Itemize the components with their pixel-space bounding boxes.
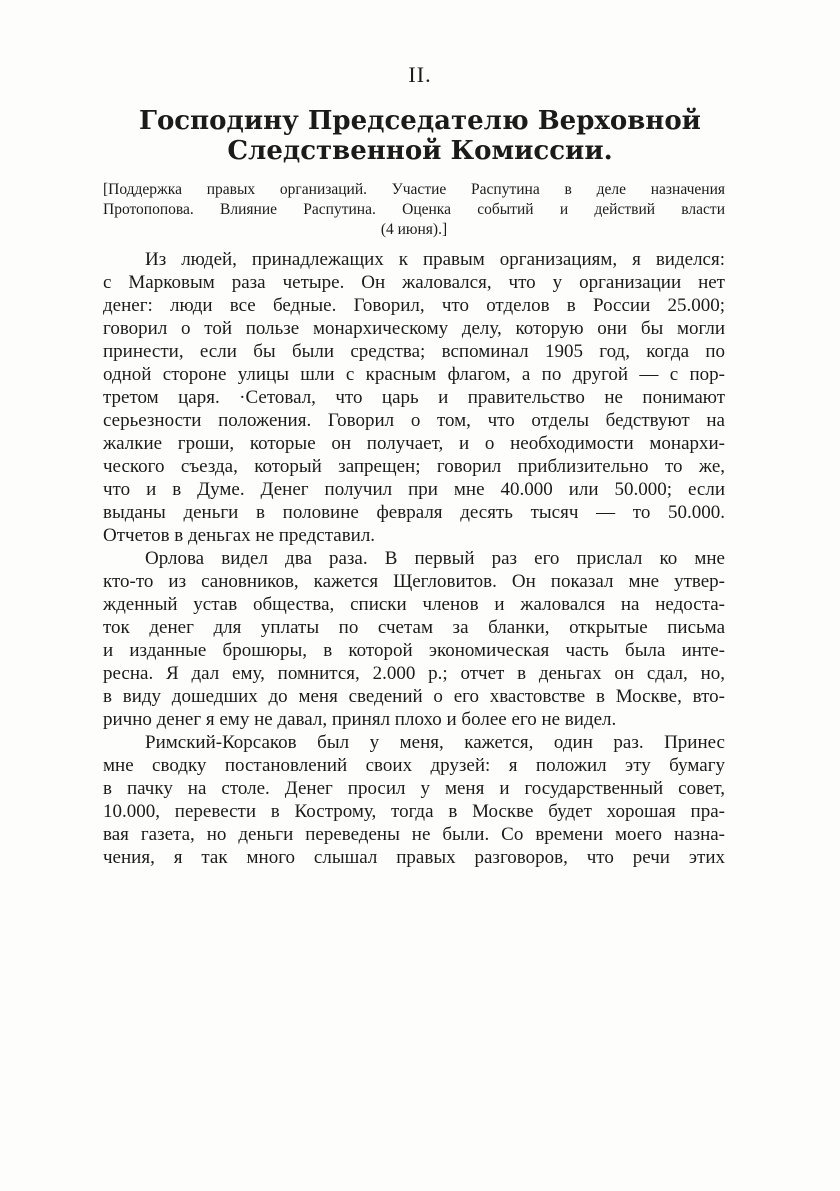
- text-line: в пачку на столе. Денег просил у меня и государственный совет,: [103, 778, 725, 799]
- title-line: Следственной Комиссии.: [227, 136, 613, 166]
- summary-line: Протопопова. Влияние Распутина. Оценка событий и действий власти: [103, 201, 725, 218]
- text-line: Орлова видел два раза. В первый раз его прислал ко мне: [145, 548, 725, 569]
- text-line: 10.000, перевести в Кострому, тогда в Москве будет хорошая пра-: [103, 801, 725, 822]
- text-line: Из людей, принадлежащих к правым организациям, я виделся:: [145, 249, 725, 270]
- paragraph: [103, 248, 725, 547]
- text-line: выданы деньги в половине февраля десять тысяч — то 50.000.: [103, 502, 725, 523]
- text-line: принести, если бы были средства; вспоминал 1905 год, когда по: [103, 341, 725, 362]
- text-line: Отчетов в деньгах не представил.: [103, 525, 376, 546]
- text-line: денег: люди все бедные. Говорил, что отделов в России 25.000;: [103, 295, 725, 316]
- text-line: кто-то из сановников, кажется Щегловитов. Он показал мне утвер-: [103, 571, 725, 592]
- text-line: ресна. Я дал ему, помнится, 2.000 р.; отчет в деньгах он сдал, но,: [103, 663, 725, 684]
- text-line: чения, я так много слышал правых разговоров, что речи этих: [103, 847, 725, 868]
- paragraph: [103, 731, 725, 869]
- text-line: третом царя. ·Сетовал, что царь и правительство не понимают: [103, 387, 725, 408]
- summary-line: (4 июня).]: [380, 221, 448, 238]
- document-title: [100, 106, 740, 166]
- text-line: жденный устав общества, списки членов и жаловался на недоста-: [103, 594, 725, 615]
- summary-line: [Поддержка правых организаций. Участие Распутина в деле назначения: [103, 181, 725, 198]
- text-line: говорил о той пользе монархическому делу, которую они бы могли: [103, 318, 725, 339]
- paragraph: [103, 547, 725, 731]
- text-line: жалкие гроши, которые он получает, и о необходимости монархи-: [103, 433, 725, 454]
- text-line: в виду дошедших до меня сведений о его хвастовстве в Москве, вто-: [103, 686, 725, 707]
- text-line: серьезности положения. Говорил о том, что отделы бедствуют на: [103, 410, 725, 431]
- text-line: Римский-Корсаков был у меня, кажется, один раз. Принес: [145, 732, 725, 753]
- text-line: ческого съезда, который запрещен; говорил приблизительно то же,: [103, 456, 725, 477]
- text-line: ток денег для уплаты по счетам за бланки, открытые письма: [103, 617, 725, 638]
- text-line: рично денег я ему не давал, принял плохо и более его не видел.: [103, 709, 617, 730]
- section-number: II.: [408, 62, 432, 87]
- text-line: одной стороне улицы шли с красным флагом, а по другой — с пор-: [103, 364, 725, 385]
- text-line: с Марковым раза четыре. Он жаловался, что у организации нет: [103, 272, 725, 293]
- text-line: и изданные брошюры, в которой экономическая часть была инте-: [103, 640, 725, 661]
- summary-note: [103, 180, 725, 240]
- text-line: вая газета, но деньги переведены не были. Со времени моего назна-: [103, 824, 725, 845]
- text-line: что и в Думе. Денег получил при мне 40.000 или 50.000; если: [103, 479, 725, 500]
- title-line: Господину Председателю Верховной: [139, 106, 701, 136]
- text-line: мне сводку постановлений своих друзей: я положил эту бумагу: [103, 755, 725, 776]
- body-text: [103, 248, 725, 869]
